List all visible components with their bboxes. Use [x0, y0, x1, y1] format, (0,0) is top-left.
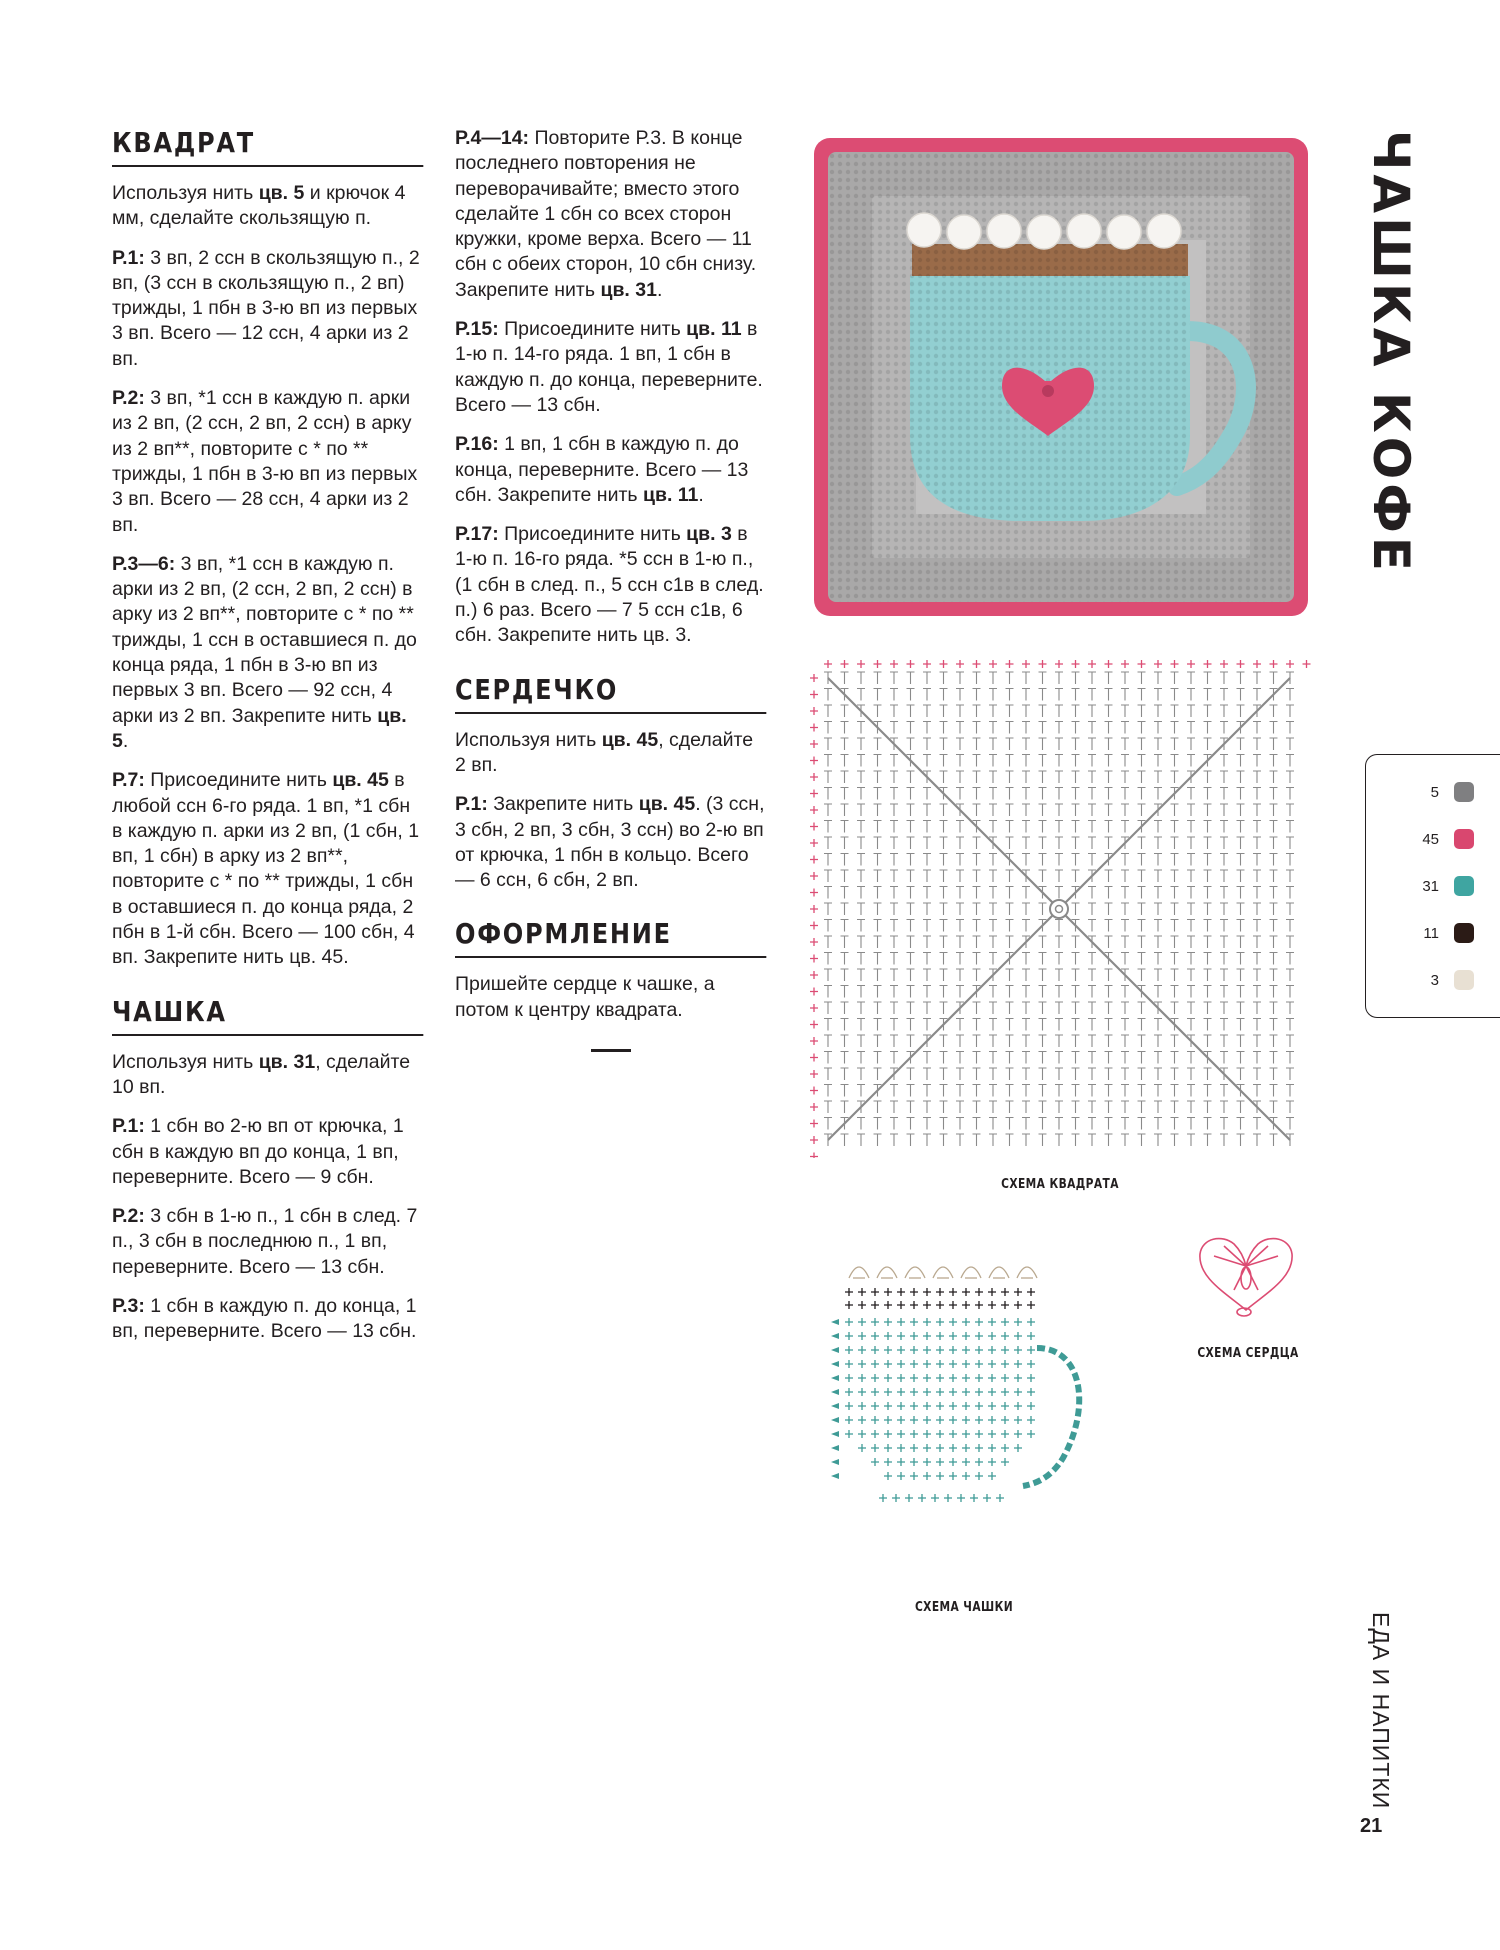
heading-kvadrat: КВАДРАТ: [112, 126, 423, 167]
instruction-paragraph: Используя нить цв. 31, сделайте 10 вп.: [112, 1050, 411, 1098]
legend-swatch: [1454, 782, 1474, 802]
instruction-paragraph: Р.3: 1 сбн в каждую п. до конца, 1 вп, переверните. Всего — 13 сбн.: [112, 1294, 417, 1343]
oformlenie-paras: [455, 972, 767, 1023]
heading-oformlenie: ОФОРМЛЕНИЕ: [455, 917, 766, 958]
legend-swatch: [1454, 923, 1474, 943]
legend-row: 45: [1366, 827, 1500, 857]
cup-diagram-caption: СХЕМА ЧАШКИ: [914, 1600, 1014, 1615]
legend-row: 5: [1366, 780, 1500, 810]
instruction-paragraph: Р.15: Присоедините нить цв. 11 в 1-ю п. 14-го ряда. 1 вп, 1 сбн в каждую п. до конца, переверните. Всего — 13 сбн.: [455, 318, 763, 416]
heart-diagram: [1194, 1232, 1302, 1322]
legend-row: 3: [1366, 968, 1500, 998]
legend-row: 31: [1366, 874, 1500, 904]
instruction-paragraph: Р.4—14: Повторите Р.3. В конце последнего повторения не переворачивайте; вместо этого сделайте 1 сбн со всех сторон кружки, кроме верха. Всего — 11 сбн с обеих сторон, 10 сбн снизу. Закрепите нить цв. 31.: [455, 127, 757, 301]
column-left: [112, 126, 424, 1359]
col2-top-paras: [455, 126, 767, 649]
instruction-paragraph: Р.2: 3 вп, *1 ссн в каждую п. арки из 2 вп, (2 ссн, 2 вп, 2 ссн) в арку из 2 вп**, повторите с * по ** трижды, 1 пбн в 3-ю вп из первых 3 вп. Всего — 28 ссн, 4 арки из 2 вп.: [112, 387, 418, 536]
instruction-paragraph: Р.3—6: 3 вп, *1 ссн в каждую п. арки из 2 вп, (2 ссн, 2 вп, 2 ссн) в арку из 2 вп**, повторите с * по ** трижды, 1 ссн в оставшиеся п. до конца ряда, 1 пбн в 3-ю вп из первых 3 вп. Всего — 92 ссн, 4 арки из 2 вп. Закрепите нить цв. 5.: [112, 552, 417, 752]
cup-diagram-grid: [831, 1267, 1079, 1502]
square-diagram-grid: [810, 660, 1316, 1158]
coffee-cup-square-photo: [812, 136, 1310, 618]
instruction-paragraph: Используя нить цв. 5 и крючок 4 мм, сделайте скользящую п.: [112, 182, 406, 230]
heart-diagram-caption: СХЕМА СЕРДЦА: [1197, 1346, 1299, 1361]
kvadrat-paras: [112, 181, 424, 971]
page-number: 21: [1360, 1815, 1383, 1837]
instruction-paragraph: Р.1: Закрепите нить цв. 45. (3 ссн, 3 сбн, 2 вп, 3 сбн, 3 ссн) во 2-ю вп от крючка, 1 пбн в кольцо. Всего — 6 ссн, 6 сбн, 2 вп.: [455, 793, 765, 892]
instruction-paragraph: Р.1: 1 сбн во 2-ю вп от крючка, 1 сбн в каждую вп до конца, 1 вп, переверните. Всего — 9 сбн.: [112, 1115, 404, 1188]
chashka-paras: [112, 1050, 424, 1345]
column-middle: [455, 126, 767, 1052]
legend-swatch: [1454, 970, 1474, 990]
square-diagram: [806, 656, 1316, 1158]
section-label: ЕДА И НАПИТКИ: [1368, 1612, 1394, 1810]
legend-row: 11: [1366, 921, 1500, 951]
instruction-paragraph: Пришейте сердце к чашке, а потом к центру квадрата.: [455, 973, 715, 1021]
instruction-paragraph: Р.16: 1 вп, 1 сбн в каждую п. до конца, переверните. Всего — 13 сбн. Закрепите нить цв. 11.: [455, 433, 749, 506]
page-title: ЧАШКА КОФЕ: [1362, 130, 1420, 575]
heading-serdechko: СЕРДЕЧКО: [455, 673, 766, 714]
instruction-paragraph: Р.1: 3 вп, 2 ссн в скользящую п., 2 вп, (3 ссн в скользящую п., 2 вп) трижды, 1 пбн в 3-ю вп из первых 3 вп. Всего — 12 ссн, 4 арки из 2 вп.: [112, 246, 420, 370]
legend-swatch: [1454, 829, 1474, 849]
cup-diagram: [823, 1258, 1133, 1558]
end-dash: [591, 1049, 631, 1052]
square-diagram-caption: СХЕМА КВАДРАТА: [1001, 1177, 1119, 1192]
instruction-paragraph: Р.7: Присоедините нить цв. 45 в любой ссн 6-го ряда. 1 вп, *1 сбн в каждую п. арки из 2 вп, (1 сбн, 1 вп, 1 сбн) в арку из 2 вп**, повторите с * по ** трижды, 1 сбн в оставшиеся п. до конца ряда, 2 пбн в 1-й сбн. Всего — 100 сбн, 4 вп. Закрепите нить цв. 45.: [112, 769, 420, 969]
serdechko-paras: [455, 728, 767, 894]
instruction-paragraph: Р.2: 3 сбн в 1-ю п., 1 сбн в след. 7 п., 3 сбн в последнюю п., 1 вп, переверните. Всего — 13 сбн.: [112, 1205, 418, 1278]
instruction-paragraph: Используя нить цв. 45, сделайте 2 вп.: [455, 728, 754, 776]
heading-chashka: ЧАШКА: [112, 995, 423, 1036]
legend-swatch: [1454, 876, 1474, 896]
instruction-paragraph: Р.17: Присоедините нить цв. 3 в 1-ю п. 16-го ряда. *5 ссн в 1-ю п., (1 сбн в след. п., 5 ссн с1в в след. п.) 6 раз. Всего — 7 5 ссн с1в, 6 сбн. Закрепите нить цв. 3.: [455, 523, 764, 647]
color-legend: [1365, 754, 1500, 1018]
